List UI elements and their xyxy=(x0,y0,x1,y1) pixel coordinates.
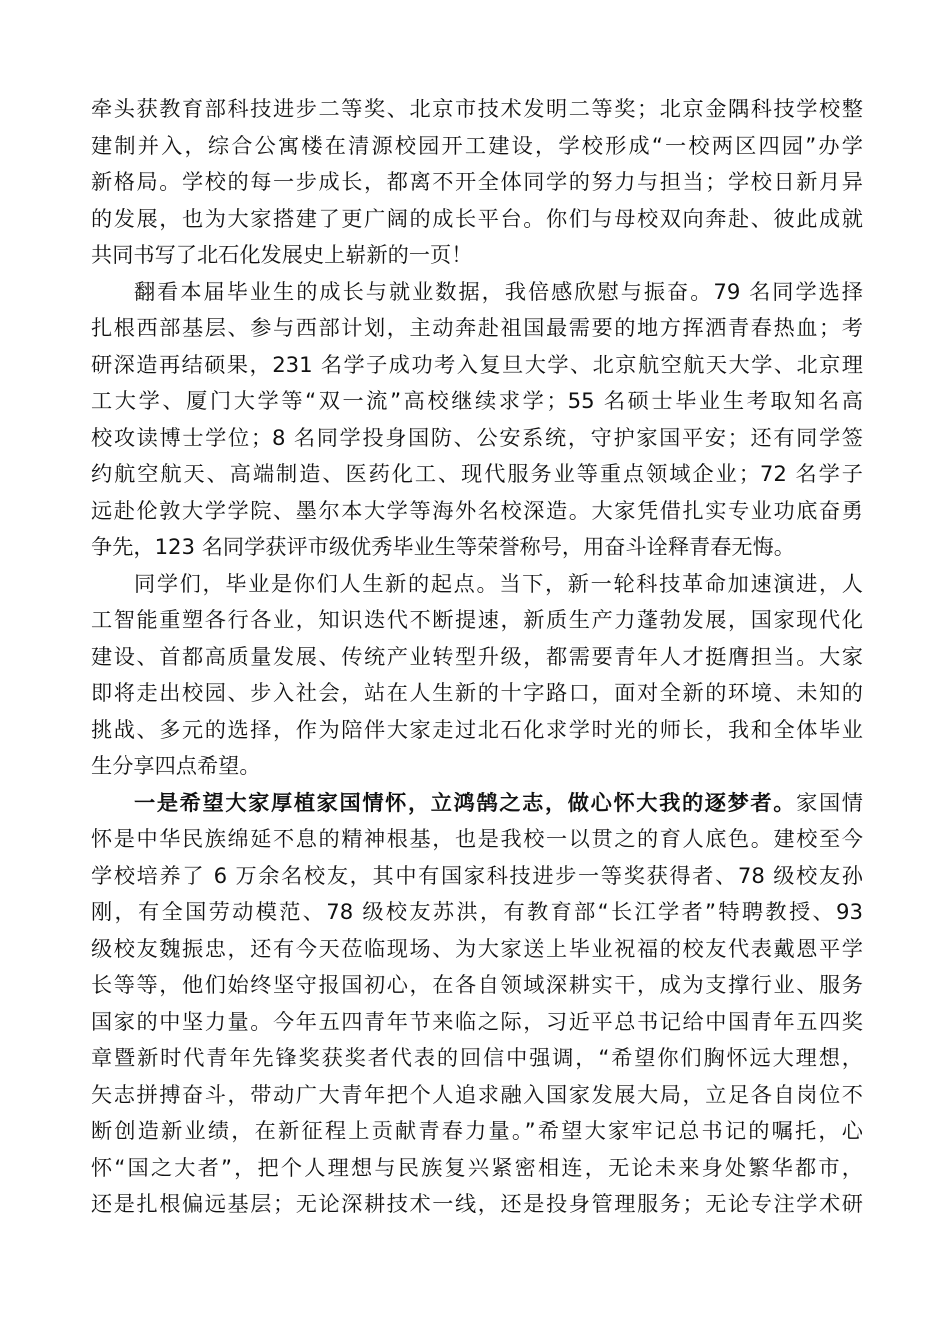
line-text: 校攻读博士学位；8 名同学投身国防、公安系统，守护家国平安；还有同学签 xyxy=(91,424,863,450)
text-line xyxy=(91,310,863,347)
text-line xyxy=(91,748,863,785)
text-line xyxy=(91,529,863,566)
line-text: 家国情 xyxy=(796,789,863,815)
line-text: 工大学、厦门大学等“双一流”高校继续求学；55 名硕士毕业生考取知名高 xyxy=(91,388,863,413)
body-text xyxy=(91,91,863,1223)
paragraph xyxy=(91,274,863,566)
text-line xyxy=(91,967,863,1004)
text-line xyxy=(91,201,863,238)
line-text: 挑战、多元的选择，作为陪伴大家走过北石化求学时光的师长，我和全体毕业 xyxy=(91,716,863,742)
text-line xyxy=(91,712,863,749)
paragraph xyxy=(91,91,863,274)
line-text: 怀是中华民族绵延不息的精神根基，也是我校一以贯之的育人底色。建校至今 xyxy=(91,826,863,851)
line-text: 新格局。学校的每一步成长，都离不开全体同学的努力与担当；学校日新月异 xyxy=(91,169,863,194)
text-line xyxy=(91,493,863,530)
text-line xyxy=(91,785,863,822)
text-line xyxy=(91,1004,863,1041)
line-text: 即将走出校园、步入社会，站在人生新的十字路口，面对全新的环境、未知的 xyxy=(91,680,863,705)
text-line xyxy=(91,420,863,457)
line-text: 建制并入，综合公寓楼在清源校园开工建设，学校形成“一校两区四园”办学 xyxy=(91,132,863,158)
line-text: 建设、首都高质量发展、传统产业转型升级，都需要青年人才挺膺担当。大家 xyxy=(91,643,863,669)
text-line xyxy=(91,1040,863,1077)
line-text: 章暨新时代青年先锋奖获奖者代表的回信中强调，“希望你们胸怀远大理想， xyxy=(91,1045,863,1070)
paragraph xyxy=(91,785,863,1223)
line-text: 约航空航天、高端制造、医药化工、现代服务业等重点领域企业；72 名学子 xyxy=(91,461,863,486)
text-line xyxy=(91,274,863,311)
bold-lead-sentence: 一是希望大家厚植家国情怀，立鸿鹄之志，做心怀大我的逐梦者。 xyxy=(134,789,797,815)
line-text: 矢志拼搏奋斗，带动广大青年把个人追求融入国家发展大局，立足各自岗位不 xyxy=(91,1081,863,1107)
line-text: 争先，123 名同学获评市级优秀毕业生等荣誉称号，用奋斗诠释青春无悔。 xyxy=(91,534,795,559)
line-text: 翻看本届毕业生的成长与就业数据，我倍感欣慰与振奋。79 名同学选择 xyxy=(134,278,863,304)
text-line xyxy=(91,639,863,676)
text-line xyxy=(91,91,863,128)
text-line xyxy=(91,456,863,493)
line-text: 学校培养了 6 万余名校友，其中有国家科技进步一等奖获得者、78 级校友孙 xyxy=(91,862,863,888)
text-line xyxy=(91,931,863,968)
line-text: 远赴伦敦大学学院、墨尔本大学等海外名校深造。大家凭借扎实专业功底奋勇 xyxy=(91,497,863,523)
text-line xyxy=(91,347,863,384)
paragraph xyxy=(91,566,863,785)
line-text: 研深造再结硕果，231 名学子成功考入复旦大学、北京航空航天大学、北京理 xyxy=(91,351,863,377)
line-text: 的发展，也为大家搭建了更广阔的成长平台。你们与母校双向奔赴、彼此成就 xyxy=(91,205,863,231)
text-line xyxy=(91,1077,863,1114)
line-text: 还是扎根偏远基层；无论深耕技术一线，还是投身管理服务；无论专注学术研 xyxy=(91,1191,863,1216)
text-line xyxy=(91,675,863,712)
text-line xyxy=(91,858,863,895)
text-line xyxy=(91,237,863,274)
line-text: 刚，有全国劳动模范、78 级校友苏洪，有教育部“长江学者”特聘教授、93 xyxy=(91,899,863,924)
text-line xyxy=(91,602,863,639)
line-text: 扎根西部基层、参与西部计划，主动奔赴祖国最需要的地方挥洒青春热血；考 xyxy=(91,315,863,340)
text-line xyxy=(91,128,863,165)
line-text: 级校友魏振忠，还有今天莅临现场、为大家送上毕业祝福的校友代表戴恩平学 xyxy=(91,935,863,961)
text-line xyxy=(91,894,863,931)
text-line xyxy=(91,821,863,858)
line-text: 工智能重塑各行各业，知识迭代不断提速，新质生产力蓬勃发展，国家现代化 xyxy=(91,607,863,632)
text-line xyxy=(91,1150,863,1187)
text-line xyxy=(91,1113,863,1150)
line-text: 牵头获教育部科技进步二等奖、北京市技术发明二等奖；北京金隅科技学校整 xyxy=(91,96,863,121)
text-line xyxy=(91,164,863,201)
line-text: 长等等，他们始终坚守报国初心，在各自领域深耕实干，成为支撑行业、服务 xyxy=(91,972,863,997)
text-line xyxy=(91,1186,863,1223)
text-line xyxy=(91,383,863,420)
text-line xyxy=(91,566,863,603)
line-text: 共同书写了北石化发展史上崭新的一页！ xyxy=(91,242,473,267)
line-text: 生分享四点希望。 xyxy=(91,753,261,778)
line-text: 怀“国之大者”，把个人理想与民族复兴紧密相连，无论未来身处繁华都市， xyxy=(91,1154,863,1180)
line-text: 国家的中坚力量。今年五四青年节来临之际，习近平总书记给中国青年五四奖 xyxy=(91,1008,863,1034)
line-text: 断创造新业绩，在新征程上贡献青春力量。”希望大家牢记总书记的嘱托，心 xyxy=(91,1118,863,1143)
line-text: 同学们，毕业是你们人生新的起点。当下，新一轮科技革命加速演进，人 xyxy=(134,570,863,596)
